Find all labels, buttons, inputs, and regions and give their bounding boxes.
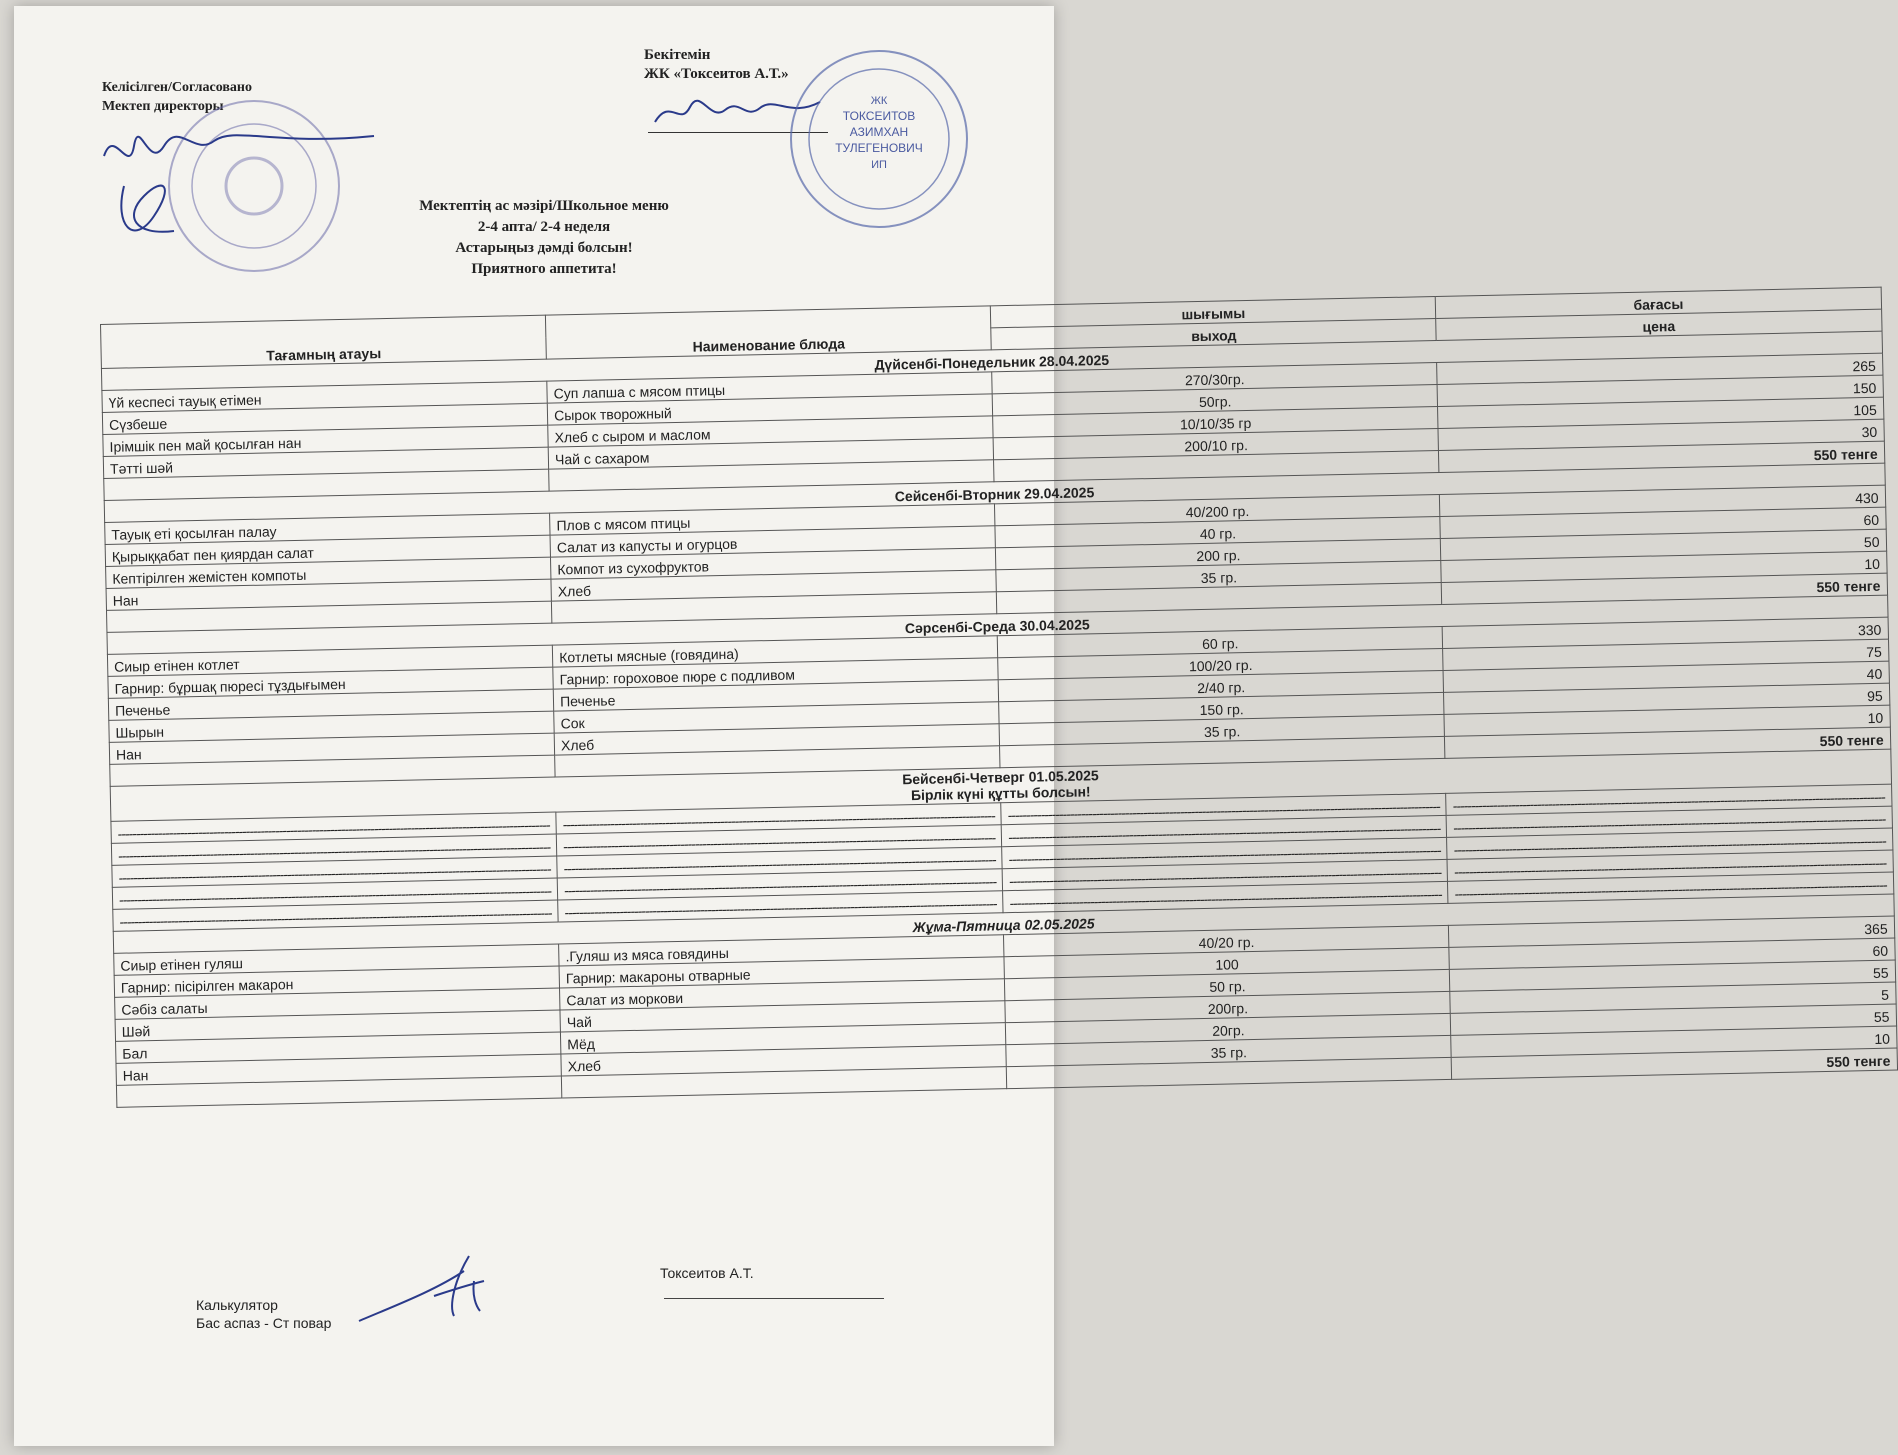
menu-table bbox=[100, 287, 1898, 1108]
seal-line-3: АЗИМХАН bbox=[849, 125, 909, 139]
menu-document bbox=[14, 6, 1891, 1446]
approved-org: ЖК «Токсеитов А.Т.» bbox=[644, 66, 789, 82]
dish-price: 60 bbox=[1440, 507, 1886, 538]
signer-line bbox=[664, 1298, 884, 1299]
dish-output: 200 гр. bbox=[996, 538, 1442, 569]
dish-price: 30 bbox=[1438, 419, 1884, 450]
dish-output: 50 гр. bbox=[1005, 969, 1451, 1000]
dish-ru: Салат из моркови bbox=[560, 979, 1006, 1010]
dish-ru: Плов с мясом птицы bbox=[550, 504, 996, 535]
day-total: 550 тенге bbox=[1445, 727, 1891, 758]
dish-price: 5 bbox=[1450, 982, 1896, 1013]
dish-output: 40/200 гр. bbox=[995, 494, 1441, 525]
dash-fill: ---------------------------------------------------------------------------------------------------------------------- bbox=[1001, 815, 1447, 846]
dish-ru: Хлеб bbox=[561, 1045, 1007, 1076]
day-total: 550 тенге bbox=[1452, 1048, 1898, 1079]
dish-price: 75 bbox=[1443, 639, 1889, 670]
dish-ru: Печенье bbox=[553, 680, 999, 711]
dish-kz: Ірімшік пен май қосылған нан bbox=[103, 425, 549, 456]
dish-kz: Шырын bbox=[109, 711, 555, 742]
dish-price: 10 bbox=[1451, 1026, 1897, 1057]
dish-kz: Сиыр етінен котлет bbox=[107, 645, 553, 676]
dish-price: 55 bbox=[1450, 960, 1896, 991]
day-total: 550 тенге bbox=[1439, 441, 1885, 472]
dish-output: 35 гр. bbox=[999, 714, 1445, 745]
dish-ru: Компот из сухофруктов bbox=[551, 548, 997, 579]
dish-output: 200гр. bbox=[1005, 991, 1451, 1022]
dash-fill: ---------------------------------------------------------------------------------------------------------------------- bbox=[1447, 828, 1893, 859]
dish-output: 50гр. bbox=[992, 385, 1438, 416]
day-title: Дүйсенбі-Понедельник 28.04.2025 bbox=[101, 331, 1882, 390]
col-header-output-kz: шығымы bbox=[991, 297, 1437, 328]
title-line-2: 2-4 апта/ 2-4 неделя bbox=[477, 219, 611, 235]
dash-fill: ---------------------------------------------------------------------------------------------------------------------- bbox=[557, 869, 1003, 900]
dish-kz: Печенье bbox=[108, 689, 554, 720]
dash-fill: ---------------------------------------------------------------------------------------------------------------------- bbox=[112, 856, 558, 887]
chef-signature bbox=[354, 1251, 504, 1331]
dish-kz: Үй кеспесі тауық етімен bbox=[102, 381, 548, 412]
dish-price: 60 bbox=[1449, 938, 1895, 969]
day-total: 550 тенге bbox=[1442, 573, 1888, 604]
dash-fill: ---------------------------------------------------------------------------------------------------------------------- bbox=[1446, 784, 1892, 815]
dash-fill: ---------------------------------------------------------------------------------------------------------------------- bbox=[1003, 881, 1449, 912]
day-title: Сәрсенбі-Среда 30.04.2025 bbox=[107, 595, 1888, 654]
dish-output: 150 гр. bbox=[999, 692, 1445, 723]
dish-output: 100 bbox=[1004, 947, 1450, 978]
dish-price: 10 bbox=[1444, 705, 1890, 736]
holiday-greeting: Бірлік күні құтты болсын! bbox=[910, 783, 1091, 804]
footer-right bbox=[660, 1264, 754, 1282]
dish-price: 55 bbox=[1451, 1004, 1897, 1035]
dish-kz: Гарнир: бұршақ пюресі тұздығымен bbox=[108, 667, 554, 698]
dish-price: 265 bbox=[1437, 353, 1883, 384]
dish-kz: Нан bbox=[109, 733, 555, 764]
dish-kz: Нан bbox=[116, 1054, 562, 1085]
seal-line-1: ЖК bbox=[870, 95, 888, 107]
dash-fill: ---------------------------------------------------------------------------------------------------------------------- bbox=[556, 825, 1002, 856]
dash-fill: ---------------------------------------------------------------------------------------------------------------------- bbox=[111, 834, 557, 865]
dish-price: 330 bbox=[1443, 617, 1889, 648]
dash-fill: ---------------------------------------------------------------------------------------------------------------------- bbox=[1002, 859, 1448, 890]
agreed-label: Келісілген/Согласовано bbox=[102, 80, 252, 95]
dish-ru: Хлеб с сыром и маслом bbox=[548, 416, 994, 447]
dish-kz: Қырыққабат пен қиярдан салат bbox=[105, 535, 551, 566]
dish-kz: Сүзбеше bbox=[102, 403, 548, 434]
dash-fill: ---------------------------------------------------------------------------------------------------------------------- bbox=[1447, 850, 1893, 881]
col-header-output-ru: выход bbox=[991, 319, 1437, 350]
dish-ru: Хлеб bbox=[554, 724, 1000, 755]
dash-fill: ---------------------------------------------------------------------------------------------------------------------- bbox=[113, 900, 559, 931]
dish-kz: Тауық еті қосылған палау bbox=[105, 513, 551, 544]
col-header-kz: Тағамның атауы bbox=[101, 315, 547, 368]
agreed-position: Мектеп директоры bbox=[102, 99, 224, 114]
dish-price: 40 bbox=[1443, 661, 1889, 692]
round-seal-right bbox=[784, 44, 974, 234]
dish-kz: Сәбіз салаты bbox=[115, 988, 561, 1019]
dish-ru: Гарнир: гороховое пюре с подливом bbox=[553, 658, 999, 689]
dish-output: 40/20 гр. bbox=[1004, 925, 1450, 956]
dish-output: 2/40 гр. bbox=[998, 670, 1444, 701]
day-title: Жұма-Пятница 02.05.2025 bbox=[113, 894, 1894, 953]
col-header-price-ru: цена bbox=[1436, 309, 1882, 340]
dish-ru: Чай с сахаром bbox=[548, 438, 994, 469]
dish-ru: Котлеты мясные (говядина) bbox=[552, 636, 998, 667]
holiday-title: Бейсенбі-Четверг 01.05.2025 bbox=[902, 767, 1099, 788]
dish-output: 60 гр. bbox=[998, 626, 1444, 657]
chef-label: Бас аспаз - Ст повар bbox=[196, 1315, 332, 1331]
dish-kz: Тәтті шәй bbox=[103, 447, 549, 478]
dish-price: 95 bbox=[1444, 683, 1890, 714]
dish-ru: Хлеб bbox=[551, 570, 997, 601]
dish-ru: Чай bbox=[560, 1001, 1006, 1032]
dish-price: 365 bbox=[1449, 916, 1895, 947]
dash-fill: ---------------------------------------------------------------------------------------------------------------------- bbox=[1448, 872, 1894, 903]
dish-price: 105 bbox=[1438, 397, 1884, 428]
dash-fill: ---------------------------------------------------------------------------------------------------------------------- bbox=[557, 847, 1003, 878]
dish-ru: Мёд bbox=[561, 1023, 1007, 1054]
seal-line-2: ТОКСЕИТОВ bbox=[842, 109, 916, 123]
dish-output: 200/10 гр. bbox=[993, 428, 1439, 459]
dash-fill: ---------------------------------------------------------------------------------------------------------------------- bbox=[111, 812, 557, 843]
seal-line-5: ИП bbox=[871, 159, 887, 171]
dish-output: 100/20 гр. bbox=[998, 648, 1444, 679]
dash-fill: ---------------------------------------------------------------------------------------------------------------------- bbox=[112, 878, 558, 909]
dish-ru: Сок bbox=[554, 702, 1000, 733]
dish-output: 40 гр. bbox=[995, 516, 1441, 547]
title-line-1: Мектептің ас мәзірі/Школьное меню bbox=[419, 198, 669, 214]
dash-fill: ---------------------------------------------------------------------------------------------------------------------- bbox=[558, 891, 1004, 922]
dish-output: 35 гр. bbox=[996, 560, 1442, 591]
approved-block bbox=[644, 46, 789, 84]
dish-ru: Гарнир: макароны отварные bbox=[559, 957, 1005, 988]
dash-fill: ---------------------------------------------------------------------------------------------------------------------- bbox=[1002, 837, 1448, 868]
dash-fill: ---------------------------------------------------------------------------------------------------------------------- bbox=[1447, 806, 1893, 837]
approved-label: Бекітемін bbox=[644, 47, 711, 63]
dash-fill: ---------------------------------------------------------------------------------------------------------------------- bbox=[556, 803, 1002, 834]
dash-fill: ---------------------------------------------------------------------------------------------------------------------- bbox=[1001, 793, 1447, 824]
dish-kz: Шәй bbox=[115, 1010, 561, 1041]
seal-line-4: ТУЛЕГЕНОВИЧ bbox=[835, 141, 923, 155]
menu-title bbox=[344, 196, 744, 280]
title-line-4: Приятного аппетита! bbox=[471, 261, 617, 277]
footer-left bbox=[196, 1296, 331, 1332]
dish-kz: Гарнир: пісірілген макарон bbox=[114, 966, 560, 997]
dish-output: 20гр. bbox=[1006, 1013, 1452, 1044]
day-title: Сейсенбі-Вторник 29.04.2025 bbox=[104, 463, 1885, 522]
dish-price: 10 bbox=[1441, 551, 1887, 582]
signer-name: Токсеитов А.Т. bbox=[660, 1265, 754, 1281]
dish-kz: Бал bbox=[116, 1032, 562, 1063]
col-header-ru: Наименование блюда bbox=[546, 306, 992, 359]
dish-price: 50 bbox=[1441, 529, 1887, 560]
calculator-label: Калькулятор bbox=[196, 1297, 278, 1313]
dish-price: 150 bbox=[1437, 375, 1883, 406]
dish-output: 35 гр. bbox=[1006, 1035, 1452, 1066]
dish-kz: Нан bbox=[106, 579, 552, 610]
col-header-price-kz: бағасы bbox=[1436, 287, 1882, 318]
title-line-3: Астарыңыз дәмді болсын! bbox=[455, 240, 633, 256]
dish-kz: Сиыр етінен гуляш bbox=[114, 944, 560, 975]
dish-price: 430 bbox=[1440, 485, 1886, 516]
dish-kz: Кептірілген жемістен компоты bbox=[106, 557, 552, 588]
dish-output: 270/30гр. bbox=[992, 363, 1438, 394]
dish-ru: Сырок творожный bbox=[547, 394, 993, 425]
dish-ru: .Гуляш из мяса говядины bbox=[559, 935, 1005, 966]
dish-ru: Суп лапша с мясом птицы bbox=[547, 372, 993, 403]
dish-ru: Салат из капусты и огурцов bbox=[550, 526, 996, 557]
dish-output: 10/10/35 гр bbox=[993, 406, 1439, 437]
